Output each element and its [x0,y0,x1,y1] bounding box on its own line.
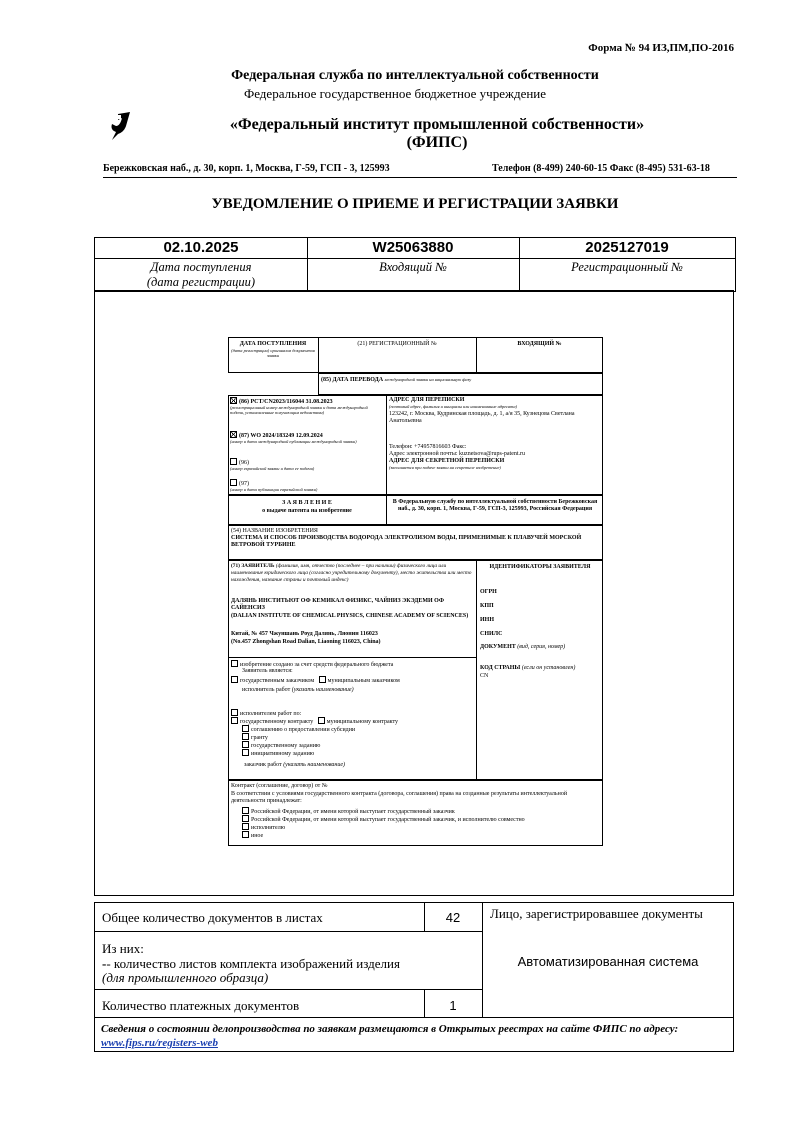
scan-title-text: СИСТЕМА И СПОСОБ ПРОИЗВОДСТВА ВОДОРОДА ЭЛЕКТРОЛИЗОМ ВОДЫ, ПРИМЕНИМЫЕ К ПЛАВУЧЕЙ МОРСКОЙ ВЕТРОВОЙ ТУРБИНЕ [231,535,582,549]
scan-wo-87: (87) WO 2024/183249 12.09.2024 [239,433,323,439]
auto-system: Автоматизированная система [517,954,699,969]
footer-note: Сведения о состоянии делопроизводства по заявкам размещаются в Открытых реестрах на сайте ФИПС по адресу: www.fips.ru/registers-web [101,1023,679,1049]
registration-table [94,237,736,292]
scan-reg-head: (21) РЕГИСТРАЦИОННЫЙ № [357,341,437,347]
org-line-1: Федеральная служба по интеллектуальной собственности [231,68,599,83]
scan-to-service: В Федеральную службу по интеллектуальной собственности Бережковская наб., д. 30, корп. 1, Москва, Г-59, ГСП-3, 125993, Российская Федерация [392,499,598,513]
scan-ids-head: ИДЕНТИФИКАТОРЫ ЗАЯВИТЕЛЯ [489,564,591,570]
total-docs-label: Общее количество документов в листах [102,910,323,925]
payments-value: 1 [449,998,457,1013]
institute-name: «Федеральный институт промышленной собственности» [229,116,645,133]
org-line-2: Федеральное государственное бюджетное учреждение [243,86,547,101]
institute-address: Бережковская наб., д. 30, корп. 1, Москва, Г-59, ГСП - 3, 125993 [103,163,390,174]
scan-date-head: ДАТА ПОСТУПЛЕНИЯ [239,341,307,347]
scan-in-head: ВХОДЯЩИЙ № [517,341,562,347]
registration-date: 02.10.2025 [163,239,239,256]
scan-pct-86: (86) PCT/CN2023/116044 31.08.2023 [239,399,333,405]
scan-statement-head: З А Я В Л Е Н И Е [282,500,332,506]
scan-corr-address: 123242, г. Москва, Кудринская площадь, д. 1, а/я 35, Кузнецова Светлана Анатольевна [389,411,575,425]
scan-corr-head: АДРЕС ДЛЯ ПЕРЕПИСКИ [389,397,465,403]
registration-number: 2025127019 [585,239,669,256]
header-divider [103,177,737,178]
incoming-number: W25063880 [372,239,454,256]
incoming-caption: Входящий № [379,260,447,274]
registered-by-label: Лицо, зарегистрировавшее документы [490,906,703,921]
total-docs-value: 42 [445,910,461,925]
scan-applicant-head: (71) ЗАЯВИТЕЛЬ [231,563,275,569]
date-caption: Дата поступления (дата регистрации) [146,260,256,289]
scan-country-value: CN [480,673,489,679]
registers-link[interactable]: www.fips.ru/registers-web [101,1037,218,1049]
sheets-sub-label: (для промышленного образца) [102,970,269,985]
scan-title-head: (54) НАЗВАНИЕ ИЗОБРЕТЕНИЯ [231,528,318,534]
form-number: Форма № 94 ИЗ,ПМ,ПО-2016 [588,42,734,54]
scan-applicant-name: ДАЛЯНЬ ИНСТИТЬЮТ ОФ КЕМИКАЛ ФИЗИКС, ЧАЙНИЗ ЭКЭДЕМИ ОФ САЙЕНСИЗ [231,598,445,612]
notice-title: УВЕДОМЛЕНИЕ О ПРИЕМЕ И РЕГИСТРАЦИИ ЗАЯВКИ [211,196,619,212]
registration-caption: Регистрационный № [571,260,683,274]
institute-abbr: (ФИПС) [406,134,468,151]
payments-label: Количество платежных документов [102,998,300,1013]
scan-transfer: (85) ДАТА ПЕРЕВОДА международной заявки на национальную фазу [321,377,472,383]
of-them-label: Из них: [102,941,144,956]
sheets-label: -- количество листов комплекта изображений изделия [102,956,400,971]
institute-phone: Телефон (8-499) 240-60-15 Факс (8-495) 531-63-18 [492,163,710,174]
